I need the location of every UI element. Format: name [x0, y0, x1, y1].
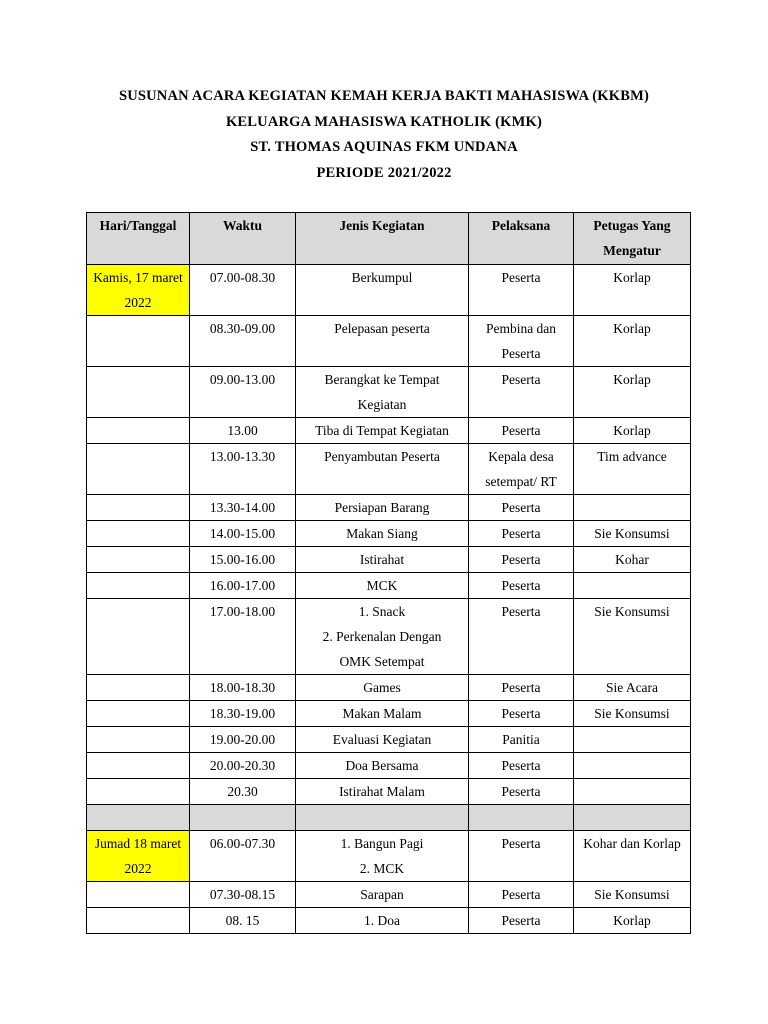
- separator-cell: [574, 805, 691, 831]
- title-line-1: SUSUNAN ACARA KEGIATAN KEMAH KERJA BAKTI MAHASISWA (KKBM): [118, 88, 650, 104]
- officer-cell: Korlap: [574, 908, 691, 934]
- time-cell: 17.00-18.00: [190, 599, 296, 675]
- executor-cell: Kepala desa setempat/ RT: [469, 444, 574, 495]
- activity-line: Makan Malam: [342, 706, 422, 721]
- time-cell: 14.00-15.00: [190, 521, 296, 547]
- schedule-body: [87, 265, 691, 934]
- executor-cell: Pembina dan Peserta: [469, 316, 574, 367]
- day-date-cell: [87, 779, 190, 805]
- officer-cell: Kohar: [574, 547, 691, 573]
- time-cell: 13.30-14.00: [190, 495, 296, 521]
- day-date-cell: [87, 599, 190, 675]
- time-cell: 13.00-13.30: [190, 444, 296, 495]
- table-row: [87, 779, 691, 805]
- time-cell: 06.00-07.30: [190, 831, 296, 882]
- title-line-2: KELUARGA MAHASISWA KATHOLIK (KMK): [225, 113, 543, 130]
- activity-cell: [296, 495, 469, 521]
- executor-cell: Peserta: [469, 882, 574, 908]
- time-cell: 08.30-09.00: [190, 316, 296, 367]
- officer-cell: [574, 753, 691, 779]
- time-cell: 20.00-20.30: [190, 753, 296, 779]
- day-date-cell: [87, 573, 190, 599]
- time-cell: 07.00-08.30: [190, 265, 296, 316]
- activity-cell: [296, 882, 469, 908]
- table-row: [87, 316, 691, 367]
- activity-line: Istirahat Malam: [339, 784, 425, 799]
- day-date-cell: [87, 675, 190, 701]
- table-row: [87, 675, 691, 701]
- officer-cell: Sie Konsumsi: [574, 701, 691, 727]
- time-cell: 20.30: [190, 779, 296, 805]
- activity-cell: [296, 831, 469, 882]
- activity-cell: [296, 599, 469, 675]
- time-cell: 18.00-18.30: [190, 675, 296, 701]
- activity-line: Games: [363, 680, 401, 695]
- officer-cell: [574, 495, 691, 521]
- activity-line: Istirahat: [359, 552, 405, 567]
- executor-cell: Peserta: [469, 779, 574, 805]
- activity-cell: [296, 316, 469, 367]
- table-row: [87, 908, 691, 934]
- table-row: [87, 701, 691, 727]
- activity-line: Makan Siang: [346, 526, 418, 541]
- time-cell: 07.30-08.15: [190, 882, 296, 908]
- table-row: [87, 573, 691, 599]
- day-date-cell: [87, 753, 190, 779]
- table-row: [87, 599, 691, 675]
- day-date-cell: [87, 908, 190, 934]
- time-cell: 16.00-17.00: [190, 573, 296, 599]
- activity-cell: [296, 753, 469, 779]
- executor-cell: Peserta: [469, 599, 574, 675]
- time-cell: 18.30-19.00: [190, 701, 296, 727]
- activity-cell: [296, 547, 469, 573]
- activity-line: Sarapan: [360, 887, 404, 902]
- header-officer: Petugas Yang Mengatur: [574, 213, 691, 265]
- officer-cell: Korlap: [574, 367, 691, 418]
- day-date-cell: [87, 418, 190, 444]
- time-cell: 19.00-20.00: [190, 727, 296, 753]
- day-date-cell: [87, 316, 190, 367]
- activity-line: Doa Bersama: [345, 758, 419, 773]
- executor-cell: Peserta: [469, 831, 574, 882]
- activity-cell: [296, 265, 469, 316]
- time-cell: 13.00: [190, 418, 296, 444]
- day-date-cell: [87, 727, 190, 753]
- separator-cell: [469, 805, 574, 831]
- activity-cell: [296, 367, 469, 418]
- executor-cell: Peserta: [469, 573, 574, 599]
- activity-cell: [296, 908, 469, 934]
- day-date-cell: [87, 495, 190, 521]
- officer-cell: Sie Acara: [574, 675, 691, 701]
- table-row: [87, 495, 691, 521]
- activity-cell: [296, 418, 469, 444]
- activity-line: Penyambutan Peserta: [324, 449, 440, 464]
- title-line-4: PERIODE 2021/2022: [316, 164, 452, 181]
- table-row: [87, 547, 691, 573]
- officer-cell: Korlap: [574, 316, 691, 367]
- day-separator-row: [87, 805, 691, 831]
- activity-cell: [296, 444, 469, 495]
- executor-cell: Peserta: [469, 701, 574, 727]
- activity-line: MCK: [366, 578, 398, 593]
- activity-line: OMK Setempat: [339, 654, 425, 669]
- activity-line: Pelepasan peserta: [334, 321, 430, 336]
- day-date-cell: [87, 882, 190, 908]
- activity-cell: [296, 675, 469, 701]
- table-header-row: [87, 213, 691, 265]
- executor-cell: Peserta: [469, 418, 574, 444]
- day-date-cell: [87, 444, 190, 495]
- activity-cell: [296, 701, 469, 727]
- separator-cell: [296, 805, 469, 831]
- time-cell: 15.00-16.00: [190, 547, 296, 573]
- table-row: [87, 444, 691, 495]
- activity-line: 1. Bangun Pagi: [340, 836, 424, 851]
- officer-cell: Sie Konsumsi: [574, 882, 691, 908]
- table-row: [87, 831, 691, 882]
- day-date-cell: [87, 701, 190, 727]
- day-date-cell: Jumad 18 maret 2022: [87, 831, 190, 882]
- executor-cell: Peserta: [469, 265, 574, 316]
- separator-cell: [190, 805, 296, 831]
- activity-line: 1. Snack: [358, 604, 406, 619]
- day-date-cell: Kamis, 17 maret 2022: [87, 265, 190, 316]
- activity-line: Evaluasi Kegiatan: [332, 732, 432, 747]
- executor-cell: Panitia: [469, 727, 574, 753]
- header-activity: Jenis Kegiatan: [296, 213, 469, 265]
- activity-cell: [296, 521, 469, 547]
- officer-cell: Sie Konsumsi: [574, 599, 691, 675]
- officer-cell: Korlap: [574, 265, 691, 316]
- activity-line: 2. MCK: [359, 861, 405, 876]
- activity-line: Berangkat ke Tempat Kegiatan: [324, 372, 440, 412]
- header-day-date: Hari/Tanggal: [87, 213, 190, 265]
- officer-cell: Tim advance: [574, 444, 691, 495]
- executor-cell: Peserta: [469, 367, 574, 418]
- table-row: [87, 265, 691, 316]
- officer-cell: [574, 573, 691, 599]
- separator-cell: [87, 805, 190, 831]
- activity-line: Tiba di Tempat Kegiatan: [315, 423, 449, 438]
- title-line-3: ST. THOMAS AQUINAS FKM UNDANA: [250, 139, 518, 155]
- table-row: [87, 882, 691, 908]
- header-time: Waktu: [190, 213, 296, 265]
- officer-cell: Korlap: [574, 418, 691, 444]
- day-date-cell: [87, 367, 190, 418]
- table-row: [87, 727, 691, 753]
- executor-cell: Peserta: [469, 753, 574, 779]
- officer-cell: [574, 779, 691, 805]
- activity-cell: [296, 573, 469, 599]
- day-date-cell: [87, 521, 190, 547]
- activity-cell: [296, 779, 469, 805]
- executor-cell: Peserta: [469, 495, 574, 521]
- time-cell: 09.00-13.00: [190, 367, 296, 418]
- schedule-table: [86, 212, 691, 934]
- officer-cell: [574, 727, 691, 753]
- table-row: [87, 418, 691, 444]
- table-row: [87, 753, 691, 779]
- table-row: [87, 521, 691, 547]
- activity-cell: [296, 727, 469, 753]
- document-title: [0, 84, 768, 186]
- activity-line: Persiapan Barang: [334, 500, 430, 515]
- header-executor: Pelaksana: [469, 213, 574, 265]
- executor-cell: Peserta: [469, 521, 574, 547]
- activity-line: 2. Perkenalan Dengan: [322, 629, 442, 644]
- table-row: [87, 367, 691, 418]
- executor-cell: Peserta: [469, 675, 574, 701]
- executor-cell: Peserta: [469, 908, 574, 934]
- activity-line: 1. Doa: [364, 913, 400, 928]
- day-date-cell: [87, 547, 190, 573]
- time-cell: 08. 15: [190, 908, 296, 934]
- activity-line: Berkumpul: [351, 270, 413, 285]
- officer-cell: Kohar dan Korlap: [574, 831, 691, 882]
- executor-cell: Peserta: [469, 547, 574, 573]
- officer-cell: Sie Konsumsi: [574, 521, 691, 547]
